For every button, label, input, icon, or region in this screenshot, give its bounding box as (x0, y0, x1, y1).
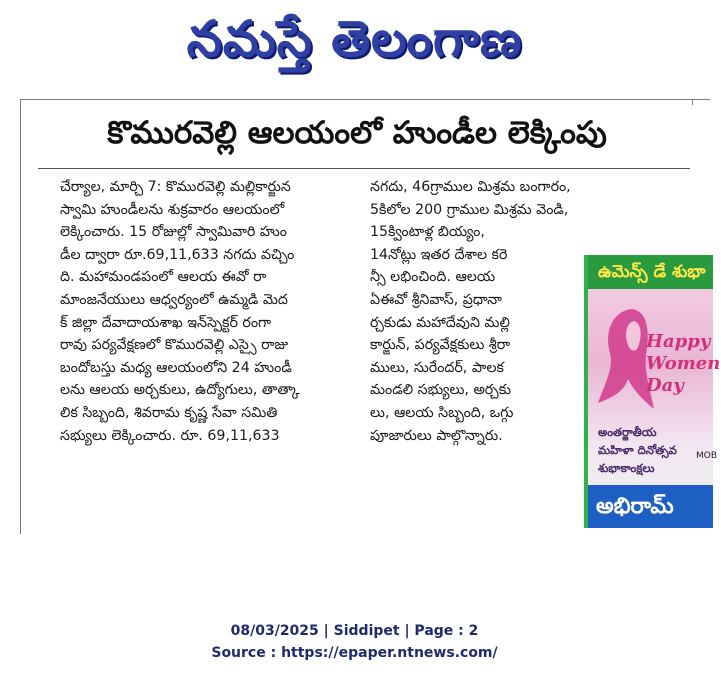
newspaper-logo: నమస్తే తెలంగాణ (186, 10, 523, 68)
text-line: 5కిలోల 200 గ్రాముల మిశ్రమ వెండి, (370, 201, 569, 218)
ad-brand-name: అభిరామ్ (588, 485, 713, 528)
masthead (0, 0, 709, 84)
source-link[interactable]: Source : https://epaper.ntnews.com/ (211, 645, 498, 661)
happy-line-2: Women (646, 353, 721, 374)
article-column-2 (370, 176, 592, 447)
text-line: స్వామి హుండీలను శుక్రవారం ఆలయంలో (60, 201, 285, 218)
text-line: పూజారులు పాల్గొన్నారు. (370, 427, 503, 444)
text-line: లిక సిబ్బంది, శివరామ కృష్ణ సేవా సమితి (60, 404, 278, 421)
text-line: రావు పర్యవేక్షణలో కొమురవెల్లి ఎస్సై రాజు (60, 337, 289, 354)
greeting-line-1: అంతర్జాతీయ (598, 425, 657, 439)
text-line: మాంజనేయులు ఆధ్వర్యంలో ఉమ్మడి మెద (60, 291, 288, 308)
greeting-line-3: శుభాకాంక్షలు (598, 461, 655, 475)
womens-day-advertisement (584, 255, 721, 528)
text-line: కార్జున్, పర్యవేక్షకులు శ్రీరా (370, 337, 510, 354)
text-line: 15క్వింటాళ్ల బియ్యం, (370, 224, 485, 241)
text-line: లను ఆలయ అర్చకులు, ఉద్యోగులు, తాత్కా (60, 382, 300, 399)
text-line: సభ్యులు లెక్కించారు. రూ. 69,11,633 (60, 427, 280, 444)
text-line: ది. మహామండపంలో ఆలయ ఈవో రా (60, 269, 267, 286)
ad-header: ఉమెన్స్ డే శుభా (588, 255, 713, 289)
happy-line-3: Day (646, 375, 684, 396)
edition-info: 08/03/2025 | Siddipet | Page : 2 (230, 623, 479, 639)
headline-divider (38, 168, 690, 169)
greeting-line-2: మహిళా దినోత్సవ (598, 443, 677, 457)
text-line: నగదు, 46గ్రాముల మిశ్రమ బంగారం, (370, 179, 571, 195)
text-line: న్సీ లభించింది. ఆలయ (370, 269, 496, 286)
happy-womens-day-text (646, 331, 721, 397)
page-footer (0, 620, 709, 664)
text-line: ర్చకుడు మహాదేవుని మల్లి (370, 314, 510, 331)
telugu-greeting (598, 423, 713, 477)
text-line: లు, ఆలయ సిబ్బంది, ఒగ్గు (370, 404, 514, 421)
article-headline: కొమురవెల్లి ఆలయంలో హుండీల లెక్కింపు (107, 115, 607, 151)
happy-line-1: Happy (646, 331, 711, 352)
text-line: చేర్యాల, మార్చి 7: కొమురవెల్లి మల్లికార్జున (60, 179, 291, 195)
text-line: మండలి సభ్యులు, అర్చకు (370, 382, 512, 399)
text-line: బందోబస్తు మధ్య ఆలయంలోని 24 హుండీ (60, 359, 292, 376)
ad-mobile-label: MOB (696, 451, 718, 461)
text-line: లెక్కించారు. 15 రోజుల్లో స్వామివారి హుం (60, 224, 287, 241)
article-column-1 (60, 176, 352, 447)
text-line: ములు, సురేందర్, పాలక (370, 359, 504, 376)
text-line: క్ జిల్లా దేవాదాయశాఖ ఇన్‌స్పెక్టర్ రంగా (60, 314, 272, 331)
text-line: ఏఈవో శ్రీనివాస్, ప్రధానా (370, 291, 502, 308)
frame-tick (692, 99, 693, 105)
text-line: 14నోట్లు ఇతర దేశాల కరె (370, 246, 508, 263)
text-line: డీల ద్వారా రూ.69,11,633 నగదు వచ్చిం (60, 246, 295, 263)
